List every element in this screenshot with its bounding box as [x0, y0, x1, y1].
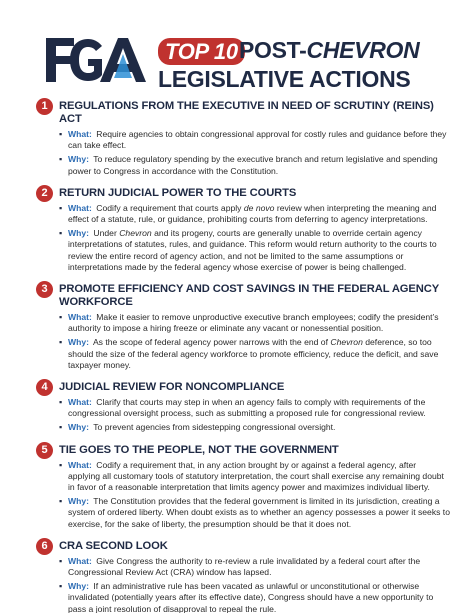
item-number-badge: 2	[36, 185, 53, 202]
header	[0, 0, 474, 96]
actions-list	[36, 97, 450, 613]
why-bullet: ▪ Why: As the scope of federal agency power narrows with the end of Chevron deference, so too should the size of the federal agency workforce to promote efficiency, reduce the deficit, and save taxpayer money.	[59, 337, 439, 370]
why-label: Why:	[68, 496, 90, 507]
item-title: RETURN JUDICIAL POWER TO THE COURTS	[59, 186, 297, 199]
item-number-badge: 4	[36, 379, 53, 396]
what-label: What:	[68, 129, 92, 139]
item-number-badge: 3	[36, 281, 53, 298]
page-title-line1	[239, 37, 419, 64]
item-number-badge: 5	[36, 442, 53, 459]
what-bullet: ▪ What: Require agencies to obtain congressional approval for costly rules and guidance before they can take effect.	[59, 129, 447, 151]
why-label: Why:	[68, 422, 90, 433]
why-text: If an administrative rule has been vacated as unlawful or unconstitutional or otherwise invalidated (potentially years after its effective date), Congress should have a new opportunity to pass a joint resolution of disapproval to repeal the rule.	[68, 581, 434, 613]
why-bullet: ▪ Why: To prevent agencies from sidestepping congressional oversight.	[59, 422, 336, 433]
what-text: Require agencies to obtain congressional approval for costly rules and guidance before they can take effect.	[68, 129, 447, 151]
item-title: TIE GOES TO THE PEOPLE, NOT THE GOVERNMENT	[59, 443, 339, 456]
why-label: Why:	[68, 154, 90, 165]
what-label: What:	[68, 459, 92, 470]
what-bullet: ▪ What: Codify a requirement that, in any action brought by or against a federal agency, after applying all customary tools of statutory interpretation, the court shall exercise any remaining doubt in favor of a reasonable interpretation that limits agency power and maximizes individual liberty.	[59, 459, 444, 493]
list-item	[36, 280, 450, 371]
list-item	[36, 97, 450, 177]
page-title-line2: LEGISLATIVE ACTIONS	[158, 66, 411, 92]
item-title: PROMOTE EFFICIENCY AND COST SAVINGS IN THE FEDERAL AGENCY WORKFORCE	[59, 283, 439, 309]
why-bullet: ▪ Why: The Constitution provides that the federal government is limited in its jurisdiction, creating a system of ordered liberty. When doubt exists as to whether an agency possesses a power it seeks to exercise, for the sake of liberty, the presumption should be that it does not.	[59, 496, 450, 529]
what-text: Clarify that courts may step in when an agency fails to comply with requirements of the congressional oversight process, such as submitting a proposed rule for congressional review.	[68, 397, 426, 419]
why-text: Under	[93, 228, 117, 239]
list-item	[36, 184, 450, 273]
what-text: Give Congress the authority to re-review a rule invalidated by a federal court after the Congressional Review Act (CRA) window has lapsed.	[68, 555, 421, 578]
why-bullet: ▪ Why: Under Chevron and its progeny, courts are generally unable to override certain agency interpretations of statutes, rules, and guidance. This reform would return authority to the courts to review the entire record of agency action, and not be limited to the same assumptions or interpretations made by the federal agency whose exercise of power is being challenged.	[59, 228, 437, 272]
why-text-cont: and its progeny, courts are generally unable to override certain agency interpretations of statutes, rules, and guidance. This reform would return authority to the courts to review the entire record of agency action, and not be limited to the same assumptions or interpretations made by the federal agency whose exercise of power is being challenged.	[68, 228, 437, 272]
why-emphasis: Chevron	[119, 228, 152, 239]
top-10-badge: TOP 10	[158, 38, 245, 65]
title-emphasis: CHEVRON	[306, 37, 420, 63]
item-title: JUDICIAL REVIEW FOR NONCOMPLIANCE	[59, 381, 285, 394]
what-bullet: ▪ What: Make it easier to remove unproductive executive branch employees; codify the president’s authority to impose a hiring freeze or eliminate any vacant or nonessential position.	[59, 312, 439, 334]
why-text-cont: deference, so too should the size of the federal agency workforce to promote efficiency, reduce the deficit, and save taxpayer money.	[68, 337, 439, 370]
why-bullet: ▪ Why: To reduce regulatory spending by the executive branch and return legislative and spending power to Congress in accordance with the Constitution.	[59, 154, 438, 176]
title-prefix: POST-	[239, 37, 307, 63]
what-bullet: ▪ What: Codify a requirement that courts apply de novo review when interpreting the meaning and effect of a statute, rule, or guidance, prohibiting courts from deferring to agency interpretations.	[59, 202, 437, 225]
what-text: Codify a requirement that, in any action brought by or against a federal agency, after applying all customary tools of statutory interpretation, the court shall exercise any remaining doubt in favor of a reasonable interpretation that limits agency power and maximizes individual liberty.	[68, 459, 444, 493]
why-text: The Constitution provides that the federal government is limited in its jurisdiction, creating a system of ordered liberty. When doubt exists as to whether an agency possesses a power it seeks to exercise, for the sake of liberty, the presumption should be that it does not.	[68, 496, 450, 529]
what-label: What:	[68, 397, 92, 408]
item-number-badge: 6	[36, 538, 53, 555]
fga-logo-mark	[44, 34, 150, 86]
list-item	[36, 378, 450, 434]
why-text: As the scope of federal agency power narrows with the end of	[92, 337, 328, 348]
why-bullet: ▪ Why: If an administrative rule has been vacated as unlawful or unconstitutional or otherwise invalidated (potentially years after its effective date), Congress should have a new opportunity to pass a joint resolution of disapproval to repeal the rule.	[59, 581, 434, 613]
what-emphasis: de novo	[243, 202, 275, 213]
what-label: What:	[68, 555, 92, 566]
why-label: Why:	[68, 337, 90, 348]
what-bullet: ▪ What: Clarify that courts may step in when an agency fails to comply with requirements of the congressional oversight process, such as submitting a proposed rule for congressional review.	[59, 397, 426, 419]
what-text: Codify a requirement that courts apply	[96, 202, 242, 213]
item-title: REGULATIONS FROM THE EXECUTIVE IN NEED OF SCRUTINY (REINS) ACT	[59, 100, 434, 125]
what-text-cont: review when interpreting the meaning and effect of a statute, rule, or guidance, prohibiting courts from deferring to agency interpretations.	[68, 202, 437, 225]
item-title: CRA SECOND LOOK	[59, 539, 168, 552]
what-text: Make it easier to remove unproductive executive branch employees; codify the president’s authority to impose a hiring freeze or eliminate any vacant or nonessential position.	[68, 312, 439, 334]
fga-logo	[44, 34, 150, 86]
what-label: What:	[68, 202, 92, 213]
why-emphasis: Chevron	[330, 337, 363, 348]
list-item	[36, 537, 450, 613]
why-text: To reduce regulatory spending by the executive branch and return legislative and spending power to Congress in accordance with the Constitution.	[68, 154, 438, 176]
item-number-badge: 1	[36, 98, 53, 115]
why-label: Why:	[68, 228, 90, 239]
what-label: What:	[68, 312, 92, 323]
why-text: To prevent agencies from sidestepping congressional oversight.	[93, 422, 336, 433]
list-item	[36, 441, 450, 530]
what-bullet: ▪ What: Give Congress the authority to re-review a rule invalidated by a federal court after the Congressional Review Act (CRA) window has lapsed.	[59, 555, 421, 578]
why-label: Why:	[68, 581, 90, 592]
